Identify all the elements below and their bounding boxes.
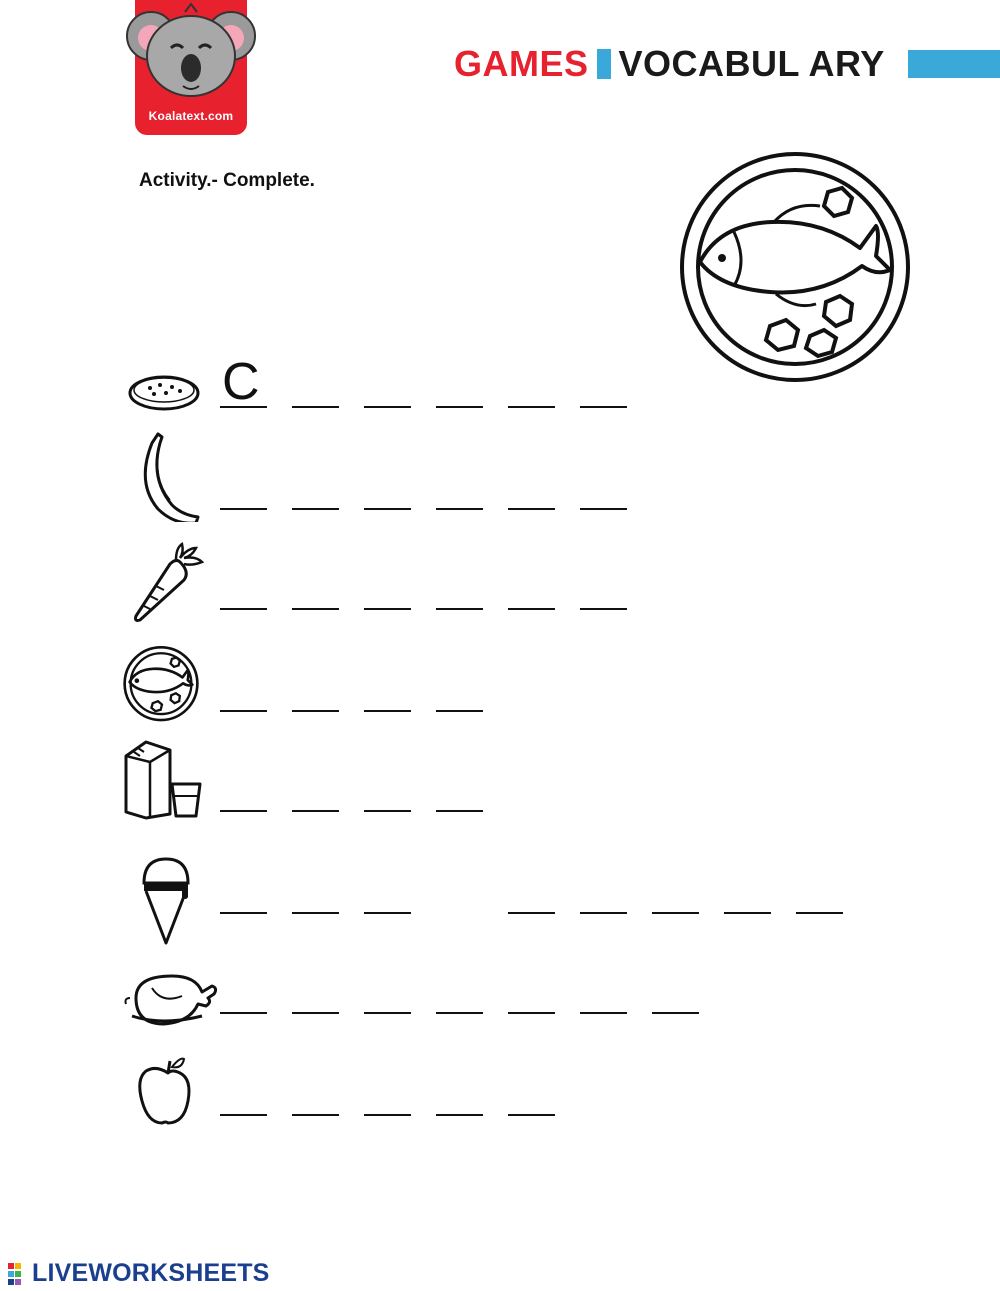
header-games-label: GAMES xyxy=(454,43,589,84)
answer-blank[interactable] xyxy=(220,810,267,812)
answer-blank[interactable] xyxy=(220,1114,267,1116)
answer-blank[interactable] xyxy=(436,508,483,510)
answer-blank[interactable] xyxy=(364,810,411,812)
answer-blank[interactable] xyxy=(220,608,267,610)
answer-blank[interactable] xyxy=(292,1114,339,1116)
activity-instruction: Activity.- Complete. xyxy=(139,170,315,191)
answer-blank[interactable] xyxy=(652,912,699,914)
answer-blank[interactable] xyxy=(580,406,627,408)
answer-blank[interactable] xyxy=(508,1012,555,1014)
answer-blank[interactable] xyxy=(292,406,339,408)
answer-blank[interactable] xyxy=(364,608,411,610)
answer-blank[interactable] xyxy=(220,912,267,914)
answer-blank[interactable] xyxy=(364,406,411,408)
answer-blank[interactable] xyxy=(796,912,843,914)
liveworksheets-logo-icon xyxy=(8,1263,28,1285)
answer-blank[interactable] xyxy=(508,912,555,914)
answer-blank[interactable] xyxy=(364,912,411,914)
logo-site-label: Koalatext.com xyxy=(148,109,234,123)
answer-blank[interactable] xyxy=(580,1012,627,1014)
answer-blank[interactable] xyxy=(292,1012,339,1014)
answer-blank[interactable] xyxy=(364,508,411,510)
filled-letter: C xyxy=(222,353,260,411)
answer-blank[interactable] xyxy=(580,912,627,914)
answer-blank[interactable] xyxy=(508,406,555,408)
answer-blank[interactable] xyxy=(436,710,483,712)
answer-blank[interactable] xyxy=(436,406,483,408)
footer-brand xyxy=(8,1259,270,1288)
answer-blank[interactable] xyxy=(292,608,339,610)
answer-blank[interactable] xyxy=(580,608,627,610)
answer-blank[interactable] xyxy=(436,1114,483,1116)
answer-blank[interactable] xyxy=(292,710,339,712)
answer-blank[interactable] xyxy=(436,608,483,610)
answer-blank[interactable] xyxy=(292,508,339,510)
answer-blank[interactable] xyxy=(220,710,267,712)
answer-blank[interactable] xyxy=(220,508,267,510)
answer-blank[interactable] xyxy=(580,508,627,510)
answer-blank[interactable] xyxy=(724,912,771,914)
answer-blank[interactable] xyxy=(508,608,555,610)
answer-blank[interactable] xyxy=(292,810,339,812)
answer-blank[interactable] xyxy=(436,1012,483,1014)
answer-blank[interactable] xyxy=(364,710,411,712)
answer-blank[interactable] xyxy=(436,810,483,812)
answer-blank[interactable] xyxy=(220,1012,267,1014)
answer-blank[interactable] xyxy=(508,508,555,510)
answer-blank[interactable] xyxy=(364,1114,411,1116)
answer-blank[interactable] xyxy=(652,1012,699,1014)
footer-brand-label: LIVEWORKSHEETS xyxy=(32,1259,270,1287)
answer-blank[interactable] xyxy=(508,1114,555,1116)
answer-blank[interactable] xyxy=(292,912,339,914)
header-vocabulary-label: VOCABUL ARY xyxy=(618,43,885,84)
answer-blank[interactable] xyxy=(364,1012,411,1014)
